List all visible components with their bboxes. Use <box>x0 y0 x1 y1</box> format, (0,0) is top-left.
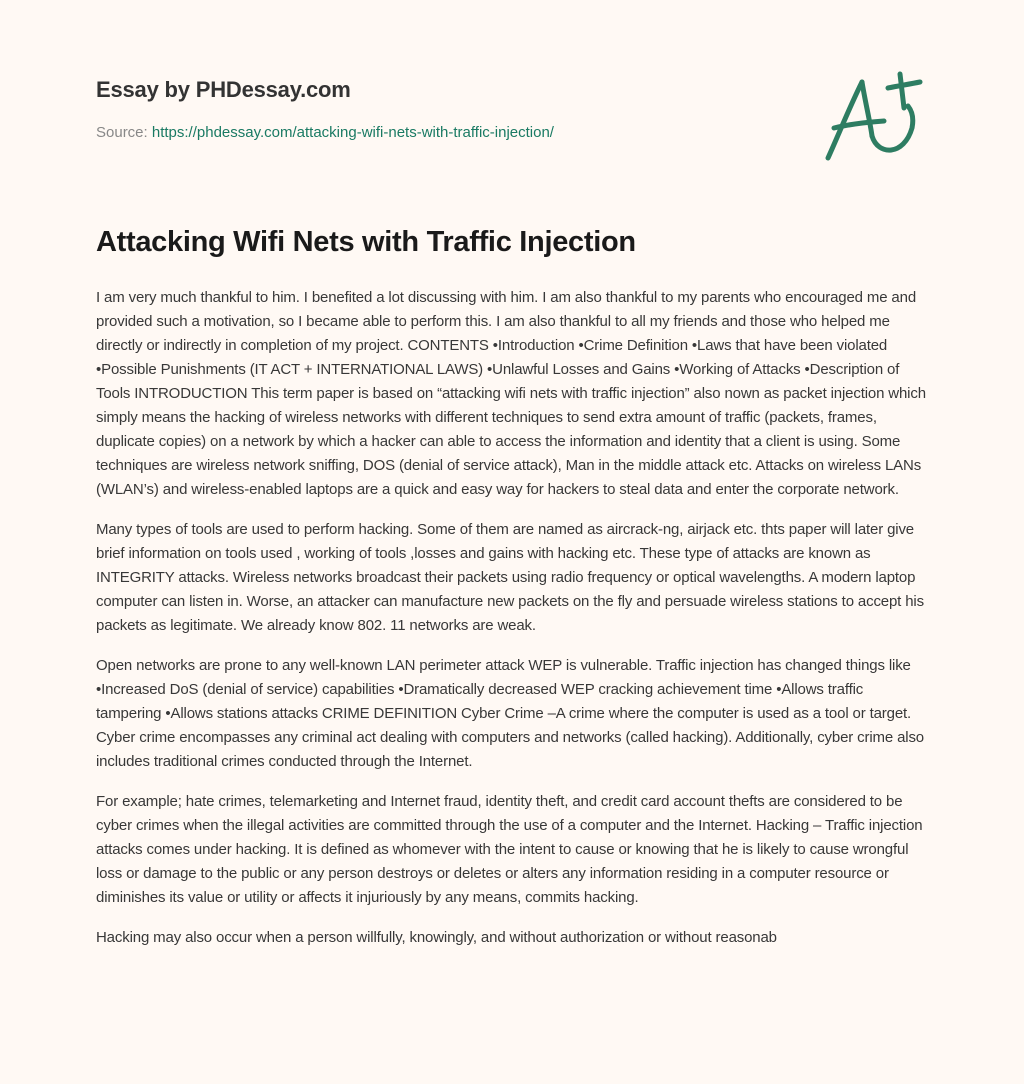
source-line <box>96 124 554 141</box>
paragraph: Many types of tools are used to perform hacking. Some of them are named as aircrack-ng, airjack etc. thts paper will later give brief information on tools used , working of tools ,losses and gains with hacking etc. These type of attacks are known as INTEGRITY attacks. Wireless networks broadcast their packets using radio frequency or optical wavelengths. A modern laptop computer can listen in. Worse, an attacker can manufacture new packets on the fly and persuade wireless stations to accept his packets as legitimate. We already know 802. 11 networks are weak. <box>96 521 924 634</box>
source-link[interactable]: https://phdessay.com/attacking-wifi-nets-with-traffic-injection/ <box>151 124 554 141</box>
source-label: Source: <box>96 124 148 141</box>
brand-heading: Essay by PHDessay.com <box>96 77 351 102</box>
paragraph: Hacking may also occur when a person willfully, knowingly, and without authorization or without reasonab <box>96 929 777 946</box>
a-plus-grade-icon <box>820 66 930 166</box>
paragraph: For example; hate crimes, telemarketing and Internet fraud, identity theft, and credit card account thefts are considered to be cyber crimes when the illegal activities are committed through the use of a computer and the Internet. Hacking – Traffic injection attacks comes under hacking. It is defined as whomever with the intent to cause or knowing that he is likely to cause wrongful loss or damage to the public or any person destroys or deletes or alters any information residing in a computer resource or diminishes its value or utility or affects it injuriously by any means, commits hacking. <box>96 793 923 906</box>
paragraph: Open networks are prone to any well-known LAN perimeter attack WEP is vulnerable. Traffic injection has changed things like •Increased DoS (denial of service) capabilities •Dramatically decreased WEP cracking achievement time •Allows traffic tampering •Allows stations attacks CRIME DEFINITION Cyber Crime –A crime where the computer is used as a tool or target. Cyber crime encompasses any criminal act dealing with computers and networks (called hacking). Additionally, cyber crime also includes traditional crimes conducted through the Internet. <box>96 657 925 770</box>
essay-body <box>96 286 926 966</box>
essay-title: Attacking Wifi Nets with Traffic Injection <box>96 226 636 258</box>
paragraph: I am very much thankful to him. I benefited a lot discussing with him. I am also thankful to my parents who encouraged me and provided such a motivation, so I became able to perform this. I am also thankful to all my friends and those who helped me directly or indirectly in completion of my project. CONTENTS •Introduction •Crime Definition •Laws that have been violated •Possible Punishments (IT ACT + INTERNATIONAL LAWS) •Unlawful Losses and Gains •Working of Attacks •Description of Tools INTRODUCTION This term paper is based on “attacking wifi nets with traffic injection” also nown as packet injection which simply means the hacking of wireless networks with different techniques to send extra amount of traffic (packets, frames, duplicate copies) on a network by which a hacker can able to access the information and identity that a client is using. Some techniques are wireless network sniffing, DOS (denial of service attack), Man in the middle attack etc. Attacks on wireless LANs (WLAN’s) and wireless-enabled laptops are a quick and easy way for hackers to steal data and enter the corporate network. <box>96 289 926 498</box>
